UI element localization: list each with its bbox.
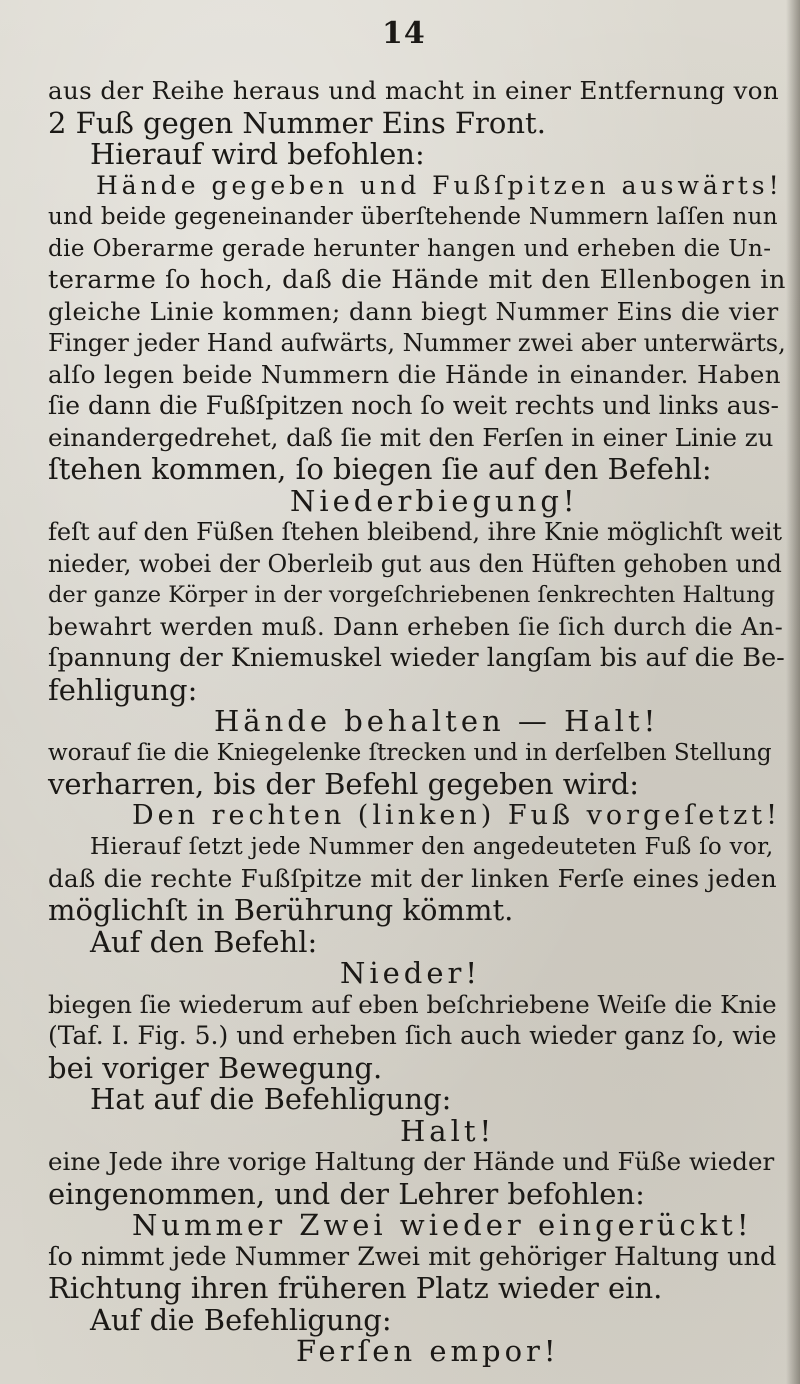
text-line: eingenommen, und der Lehrer befohlen: — [48, 1177, 645, 1211]
text-line: Hat auf die Befehligung: — [90, 1082, 452, 1116]
text-line: verharren, bis der Befehl gegeben wird: — [48, 767, 640, 801]
text-line: ſtehen kommen, ſo biegen ſie auf den Befehl: — [48, 452, 712, 486]
page-edge-shadow — [786, 0, 800, 1384]
text-line: Auf den Befehl: — [90, 925, 318, 959]
text-line: 2 Fuß gegen Nummer Eins Front. — [48, 106, 546, 140]
text-line: einandergedrehet, daß ſie mit den Ferſen in einer Linie zu — [48, 423, 774, 452]
command-line: Nieder! — [340, 956, 482, 990]
text-line: Richtung ihren früheren Platz wieder ein. — [48, 1271, 663, 1305]
command-line: Den rechten (linken) Fuß vorgeſetzt! — [132, 800, 781, 831]
text-line: bei voriger Bewegung. — [48, 1051, 383, 1085]
text-line: Hierauf ſetzt jede Nummer den angedeuteten Fuß ſo vor, — [90, 834, 774, 860]
text-line: bewahrt werden muß. Dann erheben ſie ſich durch die An- — [48, 613, 784, 641]
text-line: eine Jede ihre vorige Haltung der Hände und Füße wieder — [48, 1147, 775, 1176]
text-line: Auf die Befehligung: — [90, 1303, 392, 1337]
text-line: aus der Reihe heraus und macht in einer Entfernung von — [48, 76, 780, 105]
text-line: möglichſt in Berührung kömmt. — [48, 893, 514, 927]
text-line: ſie dann die Fußſpitzen noch ſo weit rechts und links aus- — [48, 391, 780, 420]
command-line: Halt! — [400, 1114, 496, 1148]
command-line: Nummer Zwei wieder eingerückt! — [132, 1208, 753, 1242]
text-line: Hierauf wird befohlen: — [90, 137, 425, 171]
text-line: gleiche Linie kommen; dann biegt Nummer Eins die vier — [48, 297, 779, 326]
text-line: nieder, wobei der Oberleib gut aus den Hüften gehoben und — [48, 550, 782, 578]
text-line: terarme ſo hoch, daß die Hände mit den Ellenbogen in — [48, 265, 787, 295]
text-line: ſpannung der Kniemuskel wieder langſam bis auf die Be- — [48, 643, 785, 673]
text-line: fehligung: — [48, 673, 198, 707]
command-line: Hände behalten — Halt! — [214, 704, 660, 738]
text-line: Finger jeder Hand aufwärts, Nummer zwei aber unterwärts, — [48, 329, 786, 357]
text-line: worauf ſie die Kniegelenke ſtrecken und in derſelben Stellung — [48, 740, 772, 766]
text-line: biegen ſie wiederum auf eben beſchriebene Weiſe die Knie — [48, 990, 777, 1019]
text-line: und beide gegeneinander überſtehende Nummern laſſen nun — [48, 204, 778, 230]
text-line: feſt auf den Füßen ſtehen bleibend, ihre Knie möglichſt weit — [48, 518, 783, 546]
text-line: daß die rechte Fußſpitze mit der linken Ferſe eines jeden — [48, 864, 777, 893]
text-line: der ganze Körper in der vorgeſchriebenen ſenkrechten Haltung — [48, 582, 776, 608]
text-line: alſo legen beide Nummern die Hände in einander. Haben — [48, 360, 781, 389]
text-line: die Oberarme gerade herunter hangen und erheben die Un- — [48, 236, 772, 262]
command-line: Hände gegeben und Fußſpitzen auswärts! — [96, 171, 783, 200]
command-line: Niederbiegung! — [290, 484, 579, 518]
command-line: Ferſen empor! — [296, 1334, 560, 1368]
text-line: ſo nimmt jede Nummer Zwei mit gehöriger Haltung und — [48, 1242, 777, 1272]
text-line: (Taf. I. Fig. 5.) und erheben ſich auch wieder ganz ſo, wie — [48, 1021, 777, 1050]
page-number: 14 — [382, 16, 426, 51]
